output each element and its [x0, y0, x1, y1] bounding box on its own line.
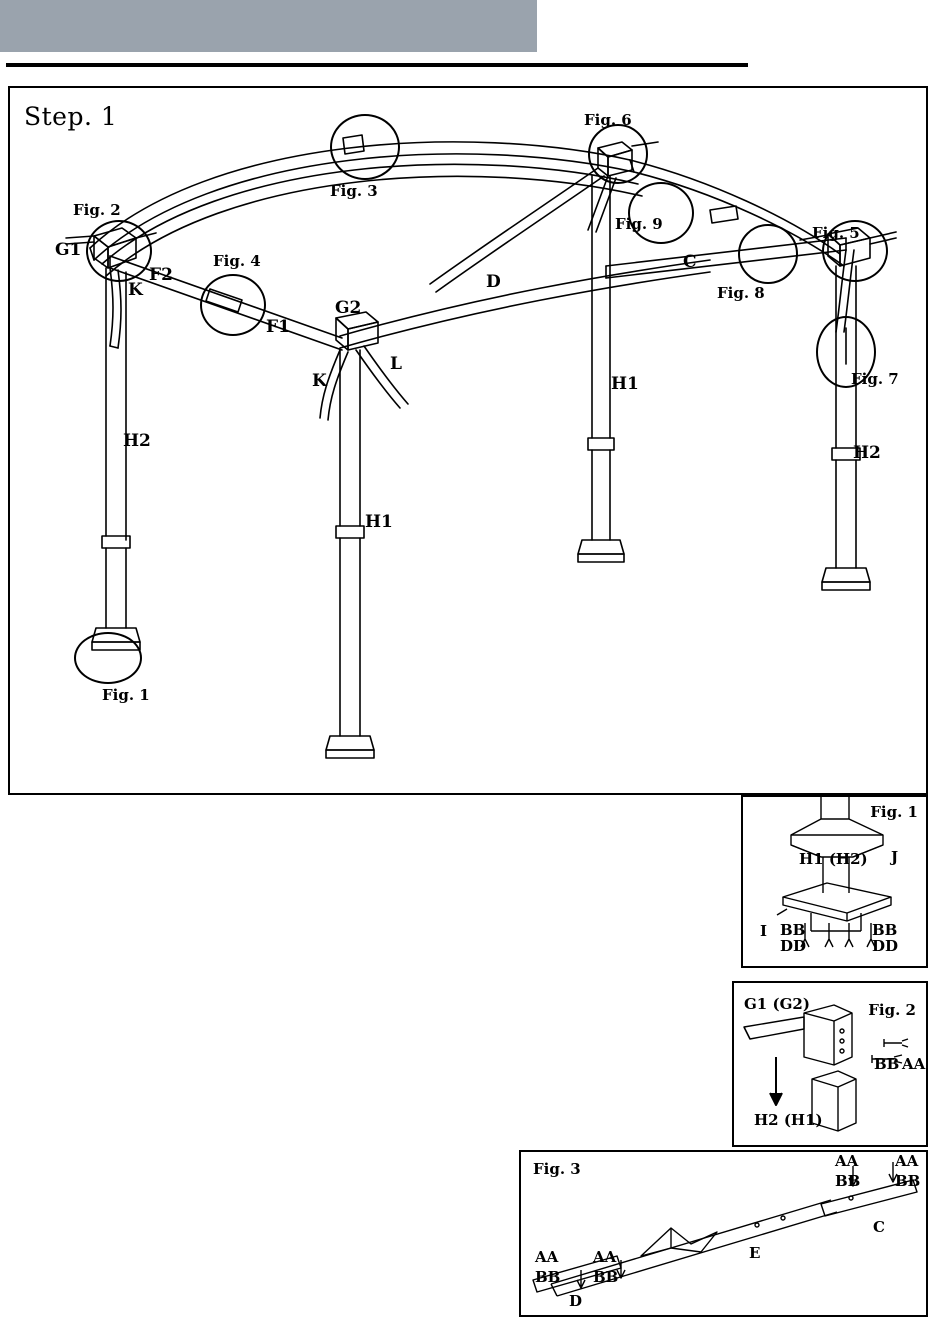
part-label-f1: F1	[266, 317, 290, 337]
part-label-h1-center: H1	[365, 512, 393, 532]
fig-1-label-bb-left: BB	[780, 921, 806, 939]
part-label-h2-left: H2	[123, 431, 151, 451]
callout-circle-fig-2	[86, 220, 152, 282]
fig-1-label-i: I	[760, 922, 768, 940]
fig-3-label-bb-3: BB	[535, 1268, 561, 1286]
callout-circle-fig-8	[738, 224, 798, 284]
part-label-g2: G2	[335, 298, 362, 318]
step-title: Step. 1	[24, 102, 118, 131]
callout-circle-fig-1	[74, 632, 142, 684]
fig-2-detail-box	[732, 981, 928, 1147]
fig-3-detail-drawing	[521, 1152, 926, 1315]
callout-label-fig-2: Fig. 2	[73, 201, 121, 219]
fig-3-tag: Fig. 3	[533, 1160, 581, 1178]
part-label-h2-right: H2	[853, 443, 881, 463]
part-label-d: D	[486, 272, 501, 292]
fig-3-label-d: D	[569, 1292, 583, 1310]
fig-1-label-j: J	[891, 848, 899, 866]
fig-1-tag: Fig. 1	[870, 803, 918, 821]
callout-label-fig-1: Fig. 1	[102, 686, 150, 704]
fig-1-detail-drawing	[743, 797, 926, 966]
callout-label-fig-6: Fig. 6	[584, 111, 632, 129]
step-1-panel	[8, 86, 928, 795]
fig-3-label-aa-1: AA	[835, 1152, 859, 1170]
fig-1-label-h1-h2: H1 (H2)	[799, 850, 868, 868]
fig-1-detail-box	[741, 795, 928, 968]
fig-2-label-g1-g2: G1 (G2)	[744, 995, 810, 1013]
callout-label-fig-8: Fig. 8	[717, 284, 765, 302]
fig-1-label-bb-right: BB	[872, 921, 898, 939]
fig-3-label-c: C	[873, 1218, 885, 1236]
callout-label-fig-5: Fig. 5	[812, 224, 860, 242]
header-rule-line	[6, 63, 748, 67]
callout-circle-fig-6	[588, 124, 648, 184]
callout-label-fig-4: Fig. 4	[213, 252, 261, 270]
part-label-c: C	[683, 252, 697, 272]
fig-3-label-e: E	[749, 1244, 761, 1262]
fig-3-label-bb-2: BB	[895, 1172, 921, 1190]
callout-label-fig-9: Fig. 9	[615, 215, 663, 233]
part-label-h1-rear: H1	[611, 374, 639, 394]
fig-3-label-aa-2: AA	[895, 1152, 919, 1170]
fig-3-label-aa-4: AA	[593, 1248, 617, 1266]
fig-1-label-dd-left: DD	[780, 937, 807, 955]
part-label-g1: G1	[55, 240, 82, 260]
fig-2-label-h2-h1: H2 (H1)	[754, 1111, 823, 1129]
part-label-l: L	[390, 354, 402, 374]
callout-label-fig-7: Fig. 7	[851, 370, 899, 388]
fig-3-label-bb-1: BB	[835, 1172, 861, 1190]
header-gray-bar	[0, 0, 537, 52]
callout-label-fig-3: Fig. 3	[330, 182, 378, 200]
fig-2-label-bb: BB	[874, 1055, 900, 1073]
part-label-k-center: K	[312, 371, 327, 391]
callout-circle-fig-9	[628, 182, 694, 244]
fig-3-label-bb-4: BB	[593, 1268, 619, 1286]
callout-circle-fig-4	[200, 274, 266, 336]
fig-3-detail-box	[519, 1150, 928, 1317]
callout-circle-fig-3	[330, 114, 400, 180]
part-label-k-left: K	[128, 280, 143, 300]
fig-1-label-dd-right: DD	[872, 937, 899, 955]
part-label-f2: F2	[149, 265, 173, 285]
fig-3-label-aa-3: AA	[535, 1248, 559, 1266]
fig-2-label-aa: AA	[902, 1055, 926, 1073]
fig-2-tag: Fig. 2	[868, 1001, 916, 1019]
